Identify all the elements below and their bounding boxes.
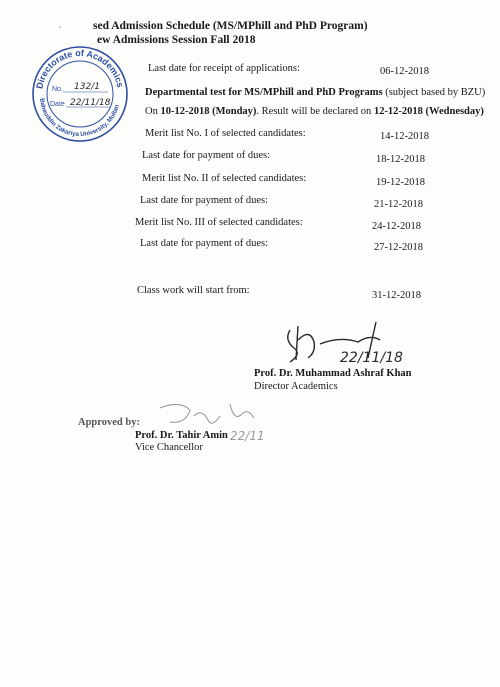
test-heading: Departmental test for MS/MPhill and PhD Programs (subject based by BZU) xyxy=(145,87,486,98)
test-date-line: On 10-12-2018 (Monday). Result will be declared on 12-12-2018 (Wednesday) xyxy=(145,106,484,117)
schedule-row-label: Last date for payment of dues: xyxy=(140,238,268,249)
schedule-row-date: 24-12-2018 xyxy=(372,221,421,232)
receipt-label: Last date for receipt of applications: xyxy=(148,63,300,74)
header-title: sed Admission Schedule (MS/MPhill and PhD Program) xyxy=(93,20,368,32)
schedule-row-label: Merit list No. III of selected candidates: xyxy=(135,217,303,228)
schedule-row-label: Last date for payment of dues: xyxy=(140,195,268,206)
stamp-ring-bottom: Bahauddin Zakariya University, Multan xyxy=(38,97,121,139)
header-subtitle: ew Admissions Session Fall 2018 xyxy=(97,34,256,46)
receipt-date: 06-12-2018 xyxy=(380,66,429,77)
schedule-row-date: 27-12-2018 xyxy=(374,242,423,253)
stamp-date-value: 22/11/18 xyxy=(70,98,111,108)
schedule-row-date: 14-12-2018 xyxy=(380,131,429,142)
classwork-label: Class work will start from: xyxy=(137,285,250,296)
vc-signature-date: 22/11 xyxy=(230,429,265,443)
director-signature xyxy=(280,318,420,368)
schedule-row-date: 21-12-2018 xyxy=(374,199,423,210)
stamp-no-label: No. xyxy=(52,86,63,93)
stamp-no-value: 132/1 xyxy=(74,82,100,92)
schedule-row-label: Merit list No. II of selected candidates: xyxy=(142,173,307,184)
vc-title: Vice Chancellor xyxy=(135,442,203,453)
stamp-date-label: Date xyxy=(50,101,65,108)
schedule-row-date: 18-12-2018 xyxy=(376,154,425,165)
schedule-row-label: Last date for payment of dues: xyxy=(142,150,270,161)
director-name: Prof. Dr. Muhammad Ashraf Khan xyxy=(254,368,412,379)
schedule-row-date: 19-12-2018 xyxy=(376,177,425,188)
schedule-row-label: Merit list No. I of selected candidates: xyxy=(145,128,306,139)
director-signature-date: 22/11/18 xyxy=(340,350,403,366)
director-title: Director Academics xyxy=(254,381,338,392)
approved-by-label: Approved by: xyxy=(78,417,140,428)
header-faded-prefix: · xyxy=(58,22,62,34)
vc-name: Prof. Dr. Tahir Amin xyxy=(135,430,228,441)
stamp-ring-top: Directorate of Academics xyxy=(34,47,126,90)
classwork-date: 31-12-2018 xyxy=(372,290,421,301)
directorate-stamp xyxy=(30,44,130,144)
